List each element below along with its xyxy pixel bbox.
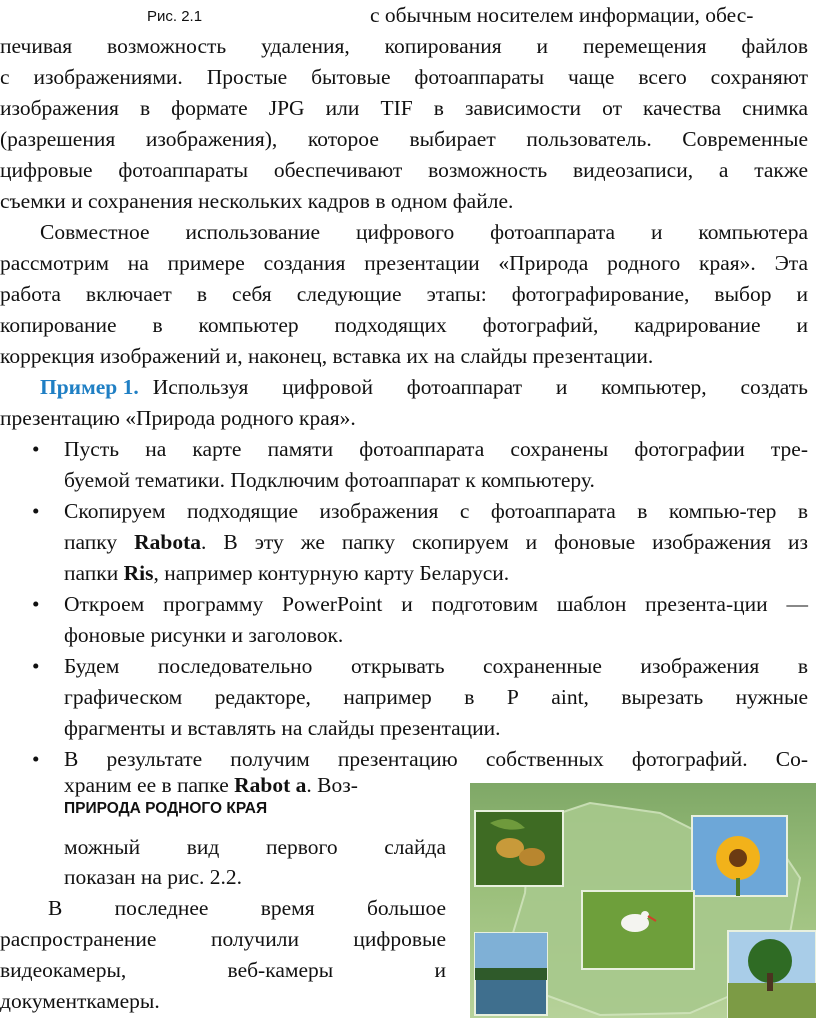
list-item: фоновые рисунки и заголовок.: [64, 623, 344, 647]
example-heading: [40, 372, 808, 402]
list-item: Скопируем подходящие изображения с фотоаппарата в компью-тер в: [64, 499, 808, 523]
text-line: с изображениями. Простые бытовые фотоаппараты чаще всего сохраняют: [0, 65, 808, 89]
text-line: Совместное использование цифрового фотоаппарата и компьютера: [40, 220, 808, 244]
list-item: храним ее в папке Rabot a. Воз-: [64, 773, 358, 797]
photo-stork: [582, 891, 694, 969]
list-item: показан на рис. 2.2.: [64, 865, 243, 889]
photo-acorns: [475, 811, 563, 886]
text-line: коррекция изображений и, наконец, вставка их на слайды презентации.: [0, 344, 654, 368]
photo-lake: [475, 933, 547, 1015]
text-line: Используя цифровой фотоаппарат и компьютер, создать: [152, 375, 808, 399]
list-item: Пусть на карте памяти фотоаппарата сохранены фотографии тре-: [64, 437, 808, 461]
bullet-glyph: •: [32, 437, 40, 461]
list-item: Будем последовательно открывать сохраненные изображения в: [64, 654, 808, 678]
folder-name: Rabota: [134, 530, 202, 554]
list-item: фрагменты и вставлять на слайды презентации.: [64, 716, 501, 740]
photo-tree: [728, 931, 816, 1018]
text-line: печивая возможность удаления, копирования и перемещения файлов: [0, 34, 808, 58]
text-line: работа включает в себя следующие этапы: фотографирование, выбор и: [0, 282, 808, 306]
text-line: копирование в компьютер подходящих фотографий, кадрирование и: [0, 313, 808, 337]
bullet-glyph: •: [32, 499, 40, 523]
text-line: документкамеры.: [0, 989, 160, 1013]
folder-name: Ris: [123, 561, 154, 585]
list-item: папку Rabota. В эту же папку скопируем и фоновые изображения из: [64, 530, 808, 554]
text-line: с обычным носителем информации, обес-: [370, 3, 754, 27]
bullet-glyph: •: [32, 592, 40, 616]
text-line: В последнее время большое: [48, 896, 446, 920]
list-item: В результате получим презентацию собственных фотографий. Со-: [64, 747, 808, 771]
text-line: цифровые фотоаппараты обеспечивают возможность видеозаписи, а также: [0, 158, 808, 182]
photo-sunflower: [692, 816, 787, 896]
bullet-glyph: •: [32, 747, 40, 771]
text-line: распространение получили цифровые: [0, 927, 446, 951]
figure-caption-top: Рис. 2.1: [147, 8, 203, 25]
folder-name: Rabot a: [234, 773, 307, 797]
list-item: графическом редакторе, например в Р aint, вырезать нужные: [64, 685, 808, 709]
list-item: папки Ris, например контурную карту Беларуси.: [64, 561, 510, 585]
text-line: рассмотрим на примере создания презентации «Природа родного края». Эта: [0, 251, 808, 275]
bullet-glyph: •: [32, 654, 40, 678]
list-item: Откроем программу PowerPoint и подготовим шаблон презента-ции —: [64, 592, 808, 616]
text-line: презентацию «Природа родного края».: [0, 406, 356, 430]
slide-preview-image: [470, 783, 816, 1018]
text-line: изображения в формате JPG или TIF в зависимости от качества снимка: [0, 96, 808, 120]
text-line: видеокамеры, веб-камеры и: [0, 958, 446, 982]
example-label: Пример 1.: [40, 375, 139, 399]
slide-illustration: [470, 783, 816, 1018]
slide-title-caption: ПРИРОДА РОДНОГО КРАЯ: [64, 800, 268, 817]
text-line: съемки и сохранения нескольких кадров в одном файле.: [0, 189, 514, 213]
list-item: можный вид первого слайда: [64, 835, 446, 859]
text-line: (разрешения изображения), которое выбирает пользователь. Современные: [0, 127, 808, 151]
list-item: буемой тематики. Подключим фотоаппарат к компьютеру.: [64, 468, 595, 492]
